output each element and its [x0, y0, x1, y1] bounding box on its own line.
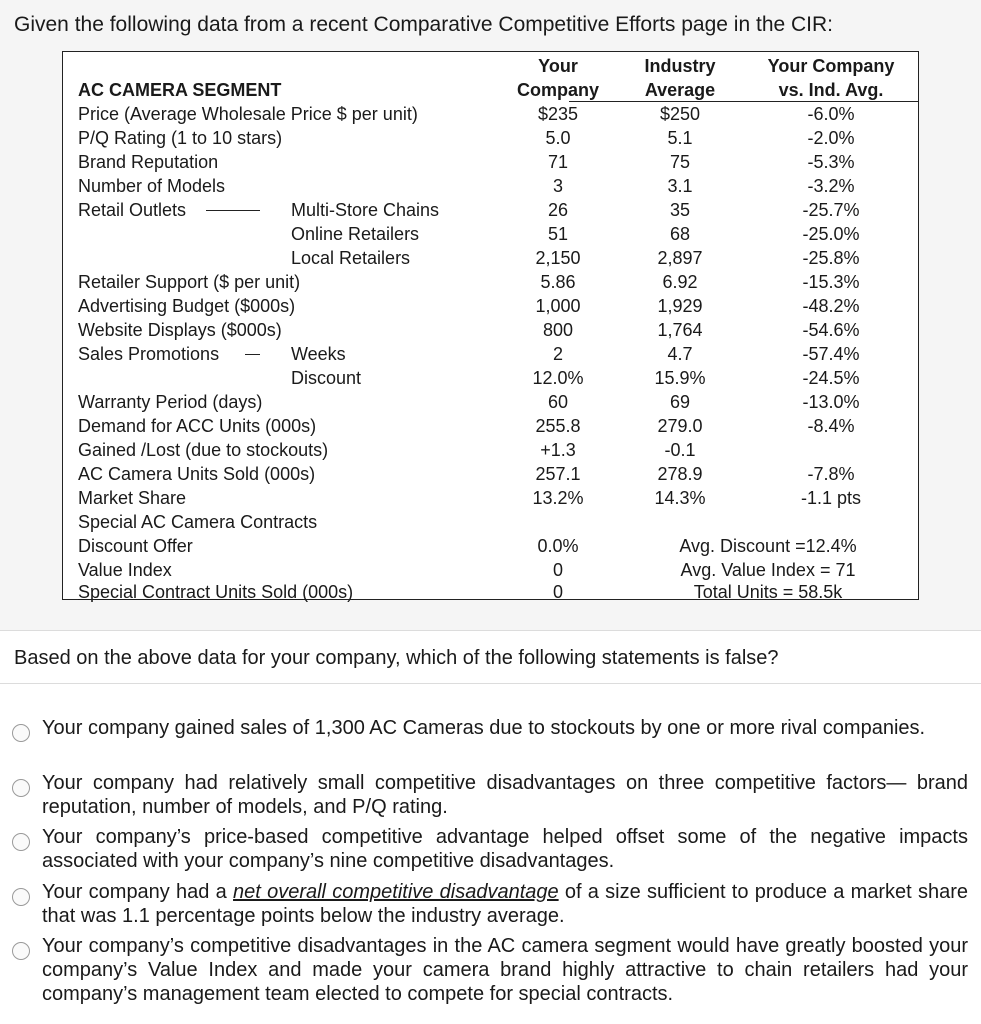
divider: [0, 683, 981, 684]
connector-line: [206, 210, 260, 211]
radio-button[interactable]: [12, 779, 30, 797]
question-prompt: Based on the above data for your company, which of the following statements is false?: [14, 647, 779, 669]
answer-option-text: Your company gained sales of 1,300 AC Cameras due to stockouts by one or more rival companies.: [42, 717, 926, 739]
col-industry-avg-header-1: Industry: [644, 56, 716, 76]
radio-button[interactable]: [12, 833, 30, 851]
col-vs-avg-header-1: Your Company: [767, 56, 895, 76]
answer-option-text: Your company had a net overall competitive disadvantage of a size sufficient to produce a market share that was 1.1 percentage points below the industry average.: [42, 881, 968, 927]
segment-title: AC CAMERA SEGMENT: [78, 80, 282, 100]
col-your-company-header-1: Your: [538, 56, 578, 76]
intro-text: Given the following data from a recent Comparative Competitive Efforts page in the CIR:: [14, 13, 834, 36]
answer-option-text: Your company’s price-based competitive advantage helped offset some of the negative impacts associated with your company’s nine competitive disadvantages.: [42, 826, 968, 872]
radio-button[interactable]: [12, 724, 30, 742]
special-contracts-title: Special AC Camera Contracts: [78, 512, 318, 532]
col-industry-avg-header-2: Average: [644, 80, 716, 100]
radio-button[interactable]: [12, 888, 30, 906]
answer-option-text: Your company’s competitive disadvantages in the AC camera segment would have greatly boosted your company’s Value Index and made your camera brand highly attractive to chain retailers had your company’s management team elected to compete for special contracts.: [42, 935, 968, 1005]
emphasized-phrase: net overall competitive disadvantage: [233, 881, 559, 903]
cir-data-table: Your Company Industry Average Your Company vs. Ind. Avg. AC CAMERA SEGMENT Price (Average Wholesale Price $ per unit) $235 $250 -6.0% P/Q Rating (1 to 10 stars) 5.0 5.1 -2.0% Brand Reputation 71 75 -5.3% Number of Models 3 3.1 -3.2% Retail Outlets Multi-Store Chains 26 35 -25.7% Online Retailers 51 68 -25.0% Local Retailers 2,150 2,897 -25.8% Retailer Support ($ per unit) 5.86 6.92 -15.3% Advertising Budget ($000s) 1,000 1,929 -48.2% Website Displays ($000s) 800 1,764 -54.6% Sales Promotions Weeks 2 4.7 -57.4% Discount 12.0% 15.9% -24.5% Warranty Period (days) 60 69 -13.0% Demand for ACC Units (000s) 255.8 279.0 -8.4% Gained /Lost (due to stockouts) +1.3 -0.1 AC Camera Units Sold (000s) 257.1 278.9 -7.8% Market Share 13.2% 14.3% -1.1 pts Special AC Camera Contracts Discount Offer 0.0% Avg. Discount =12.4% Value Index 0 Avg. Value Index = 71 Special Contract Units Sold (000s) 0 Total Units = 58.5k: [62, 51, 919, 600]
connector-line: [245, 354, 260, 355]
answer-option-text: Your company had relatively small competitive disadvantages on three competitive factors— brand reputation, number of models, and P/Q rating.: [42, 772, 968, 818]
radio-button[interactable]: [12, 942, 30, 960]
col-vs-avg-header-2: vs. Ind. Avg.: [778, 80, 884, 100]
col-your-company-header-2: Company: [516, 80, 599, 100]
